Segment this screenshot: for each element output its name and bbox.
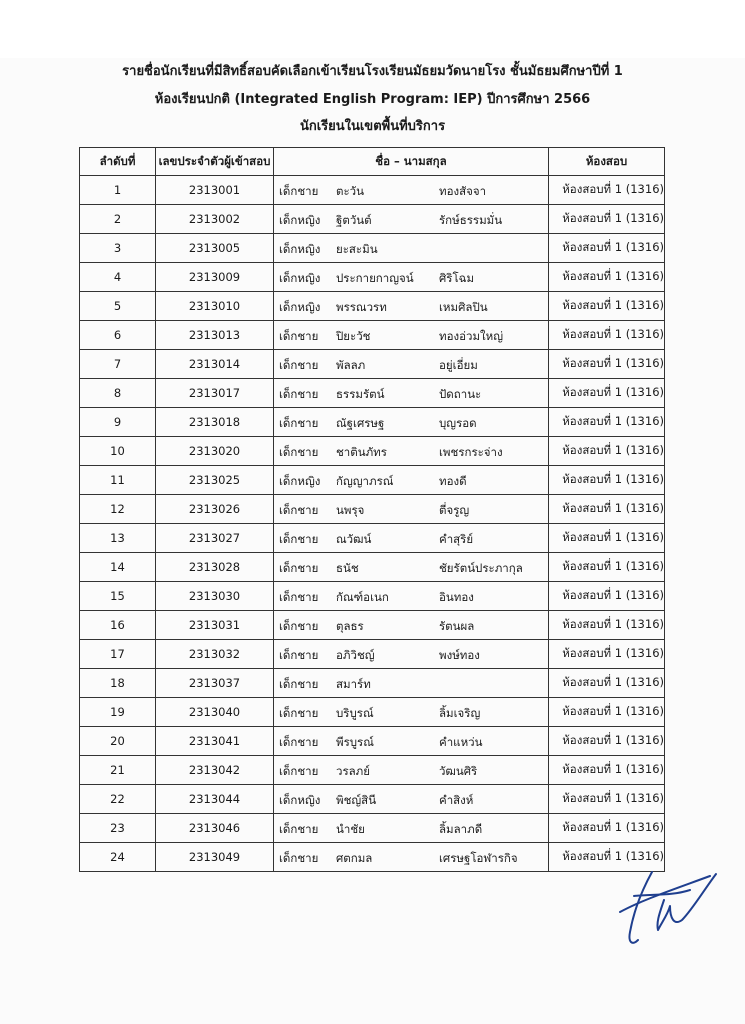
last-name: คำแหว่น [439, 735, 483, 749]
first-name: ยะสะมิน [336, 242, 378, 256]
first-name: ตะวัน [336, 184, 364, 198]
row-number: 19 [80, 698, 156, 727]
document-subtitle: ห้องเรียนปกติ (Integrated English Program: IEP) ปีการศึกษา 2566 [154, 92, 591, 107]
first-name: วรลภย์ [336, 764, 371, 778]
exam-room: ห้องสอบที่ 1 (1316) [549, 669, 665, 698]
student-name [274, 466, 549, 495]
exam-room: ห้องสอบที่ 1 (1316) [549, 350, 665, 379]
exam-room: ห้องสอบที่ 1 (1316) [549, 814, 665, 843]
exam-id: 2313014 [156, 350, 274, 379]
name-title: เด็กหญิง [279, 300, 321, 314]
student-name [274, 553, 549, 582]
exam-id: 2313010 [156, 292, 274, 321]
exam-id: 2313009 [156, 263, 274, 292]
exam-id: 2313020 [156, 437, 274, 466]
name-title: เด็กชาย [279, 532, 319, 546]
exam-id: 2313037 [156, 669, 274, 698]
exam-room: ห้องสอบที่ 1 (1316) [549, 727, 665, 756]
name-title: เด็กหญิง [279, 242, 321, 256]
exam-id: 2313002 [156, 205, 274, 234]
row-number: 5 [80, 292, 156, 321]
first-name: ตุลธร [336, 619, 364, 633]
table-row [80, 292, 665, 321]
exam-id: 2313026 [156, 495, 274, 524]
student-name [274, 350, 549, 379]
row-number: 9 [80, 408, 156, 437]
exam-room: ห้องสอบที่ 1 (1316) [549, 379, 665, 408]
name-title: เด็กชาย [279, 329, 319, 343]
table-row [80, 350, 665, 379]
student-name [274, 437, 549, 466]
name-title: เด็กหญิง [279, 793, 321, 807]
name-title: เด็กชาย [279, 358, 319, 372]
table-row [80, 640, 665, 669]
name-title: เด็กชาย [279, 503, 319, 517]
table-row [80, 263, 665, 292]
row-number: 13 [80, 524, 156, 553]
exam-room: ห้องสอบที่ 1 (1316) [549, 176, 665, 205]
student-name [274, 205, 549, 234]
last-name: รัตนผล [439, 619, 475, 633]
last-name: คำสุริย์ [439, 532, 474, 546]
name-title: เด็กหญิง [279, 213, 321, 227]
exam-room: ห้องสอบที่ 1 (1316) [549, 437, 665, 466]
first-name: พิชญ์สินี [336, 793, 377, 807]
exam-id: 2313042 [156, 756, 274, 785]
table-header-row [80, 148, 665, 176]
name-title: เด็กชาย [279, 416, 319, 430]
table-row [80, 611, 665, 640]
student-name [274, 843, 549, 872]
table-row [80, 524, 665, 553]
exam-room: ห้องสอบที่ 1 (1316) [549, 698, 665, 727]
exam-room: ห้องสอบที่ 1 (1316) [549, 756, 665, 785]
exam-id: 2313028 [156, 553, 274, 582]
row-number: 3 [80, 234, 156, 263]
exam-id: 2313005 [156, 234, 274, 263]
exam-room: ห้องสอบที่ 1 (1316) [549, 843, 665, 872]
table-row [80, 437, 665, 466]
table-row [80, 727, 665, 756]
exam-room: ห้องสอบที่ 1 (1316) [549, 524, 665, 553]
document-title: รายชื่อนักเรียนที่มีสิทธิ์สอบคัดเลือกเข้าเรียนโรงเรียนมัธยมวัดนายโรง ชั้นมัธยมศึกษาปีที่ 1 [122, 64, 623, 79]
exam-room: ห้องสอบที่ 1 (1316) [549, 785, 665, 814]
student-name [274, 756, 549, 785]
last-name: ลิ้มเจริญ [439, 706, 481, 720]
first-name: ชาตินภัทร [336, 445, 387, 459]
table-row [80, 582, 665, 611]
last-name: ชัยรัตน์ประภากุล [439, 561, 523, 575]
exam-id: 2313027 [156, 524, 274, 553]
row-number: 7 [80, 350, 156, 379]
row-number: 21 [80, 756, 156, 785]
row-number: 11 [80, 466, 156, 495]
exam-id: 2313049 [156, 843, 274, 872]
exam-room: ห้องสอบที่ 1 (1316) [549, 611, 665, 640]
exam-id: 2313017 [156, 379, 274, 408]
exam-room: ห้องสอบที่ 1 (1316) [549, 640, 665, 669]
col-header-no: ลำดับที่ [80, 148, 156, 176]
student-name [274, 234, 549, 263]
table-row [80, 205, 665, 234]
student-name [274, 640, 549, 669]
exam-id: 2313001 [156, 176, 274, 205]
last-name: บุญรอด [439, 416, 477, 430]
last-name: คำสิงห์ [439, 793, 474, 807]
signature-icon [612, 860, 722, 952]
table-row [80, 234, 665, 263]
first-name: พัลลภ [336, 358, 366, 372]
first-name: ธนัช [336, 561, 359, 575]
table-row [80, 466, 665, 495]
exam-room: ห้องสอบที่ 1 (1316) [549, 495, 665, 524]
last-name: พงษ์ทอง [439, 648, 480, 662]
exam-id: 2313040 [156, 698, 274, 727]
exam-id: 2313041 [156, 727, 274, 756]
row-number: 24 [80, 843, 156, 872]
student-name [274, 611, 549, 640]
table-row [80, 756, 665, 785]
last-name: ตี่จรูญ [439, 503, 470, 517]
exam-room: ห้องสอบที่ 1 (1316) [549, 263, 665, 292]
row-number: 1 [80, 176, 156, 205]
exam-room: ห้องสอบที่ 1 (1316) [549, 234, 665, 263]
first-name: กัญญาภรณ์ [336, 474, 394, 488]
student-name [274, 379, 549, 408]
last-name: เศรษฐโอฬารกิจ [439, 851, 518, 865]
last-name: อินทอง [439, 590, 474, 604]
student-name [274, 669, 549, 698]
name-title: เด็กชาย [279, 590, 319, 604]
row-number: 6 [80, 321, 156, 350]
row-number: 16 [80, 611, 156, 640]
name-title: เด็กชาย [279, 677, 319, 691]
row-number: 8 [80, 379, 156, 408]
table-row [80, 553, 665, 582]
row-number: 18 [80, 669, 156, 698]
student-name [274, 292, 549, 321]
student-name [274, 727, 549, 756]
row-number: 17 [80, 640, 156, 669]
student-name [274, 176, 549, 205]
table-row [80, 379, 665, 408]
exam-room: ห้องสอบที่ 1 (1316) [549, 582, 665, 611]
student-name [274, 524, 549, 553]
exam-id: 2313013 [156, 321, 274, 350]
row-number: 20 [80, 727, 156, 756]
student-name [274, 785, 549, 814]
name-title: เด็กชาย [279, 619, 319, 633]
first-name: ปิยะวัช [336, 329, 371, 343]
exam-id: 2313032 [156, 640, 274, 669]
exam-room: ห้องสอบที่ 1 (1316) [549, 205, 665, 234]
table-row [80, 321, 665, 350]
col-header-room: ห้องสอบ [549, 148, 665, 176]
first-name: นำชัย [336, 822, 365, 836]
student-roster-table [79, 147, 665, 872]
first-name: ประกายกาญจน์ [336, 271, 414, 285]
last-name: ปัดถานะ [439, 387, 482, 401]
name-title: เด็กหญิง [279, 271, 321, 285]
row-number: 22 [80, 785, 156, 814]
exam-room: ห้องสอบที่ 1 (1316) [549, 408, 665, 437]
table-row [80, 495, 665, 524]
first-name: นพรุจ [336, 503, 365, 517]
name-title: เด็กชาย [279, 561, 319, 575]
exam-id: 2313046 [156, 814, 274, 843]
table-row [80, 785, 665, 814]
exam-room: ห้องสอบที่ 1 (1316) [549, 292, 665, 321]
exam-room: ห้องสอบที่ 1 (1316) [549, 553, 665, 582]
first-name: พรรณวรท [336, 300, 387, 314]
name-title: เด็กชาย [279, 735, 319, 749]
exam-id: 2313025 [156, 466, 274, 495]
first-name: ณัฐเศรษฐ [336, 416, 385, 430]
first-name: สมาร์ท [336, 677, 371, 691]
exam-room: ห้องสอบที่ 1 (1316) [549, 466, 665, 495]
student-name [274, 814, 549, 843]
first-name: ฐิตวันต์ [336, 213, 372, 227]
exam-room: ห้องสอบที่ 1 (1316) [549, 321, 665, 350]
last-name: ทองอ่วมใหญ่ [439, 329, 504, 343]
student-name [274, 495, 549, 524]
col-header-exam-id: เลขประจำตัวผู้เข้าสอบ [156, 148, 274, 176]
row-number: 10 [80, 437, 156, 466]
first-name: ธรรมรัตน์ [336, 387, 385, 401]
name-title: เด็กชาย [279, 822, 319, 836]
last-name: ลิ้มลาภดี [439, 822, 483, 836]
row-number: 23 [80, 814, 156, 843]
table-row [80, 814, 665, 843]
name-title: เด็กชาย [279, 648, 319, 662]
table-row [80, 669, 665, 698]
last-name: เหมศิลปิน [439, 300, 488, 314]
exam-id: 2313044 [156, 785, 274, 814]
name-title: เด็กชาย [279, 706, 319, 720]
table-row [80, 698, 665, 727]
name-title: เด็กชาย [279, 387, 319, 401]
student-name [274, 321, 549, 350]
first-name: ศตกมล [336, 851, 373, 865]
first-name: บริบูรณ์ [336, 706, 374, 720]
first-name: พีรบูรณ์ [336, 735, 374, 749]
name-title: เด็กหญิง [279, 474, 321, 488]
table-row [80, 408, 665, 437]
name-title: เด็กชาย [279, 764, 319, 778]
row-number: 4 [80, 263, 156, 292]
last-name: ทองสัจจา [439, 184, 487, 198]
exam-id: 2313031 [156, 611, 274, 640]
table-row [80, 176, 665, 205]
student-name [274, 582, 549, 611]
name-title: เด็กชาย [279, 445, 319, 459]
name-title: เด็กชาย [279, 184, 319, 198]
col-header-name: ชื่อ – นามสกุล [274, 148, 549, 176]
student-name [274, 408, 549, 437]
row-number: 12 [80, 495, 156, 524]
first-name: ณวัฒน์ [336, 532, 372, 546]
scan-top-margin [0, 0, 745, 58]
first-name: อภิวิชญ์ [336, 648, 375, 662]
row-number: 14 [80, 553, 156, 582]
student-name [274, 698, 549, 727]
row-number: 2 [80, 205, 156, 234]
document-group-label: นักเรียนในเขตพื้นที่บริการ [299, 119, 446, 134]
roster-body [80, 176, 665, 872]
last-name: อยู่เอี่ยม [439, 358, 478, 372]
row-number: 15 [80, 582, 156, 611]
last-name: วัฒนศิริ [439, 764, 478, 778]
last-name: ทองดี [439, 474, 467, 488]
table-row [80, 843, 665, 872]
last-name: เพชรกระจ่าง [439, 445, 503, 459]
last-name: ศิริโฉม [439, 271, 475, 285]
student-name [274, 263, 549, 292]
last-name: รักษ์ธรรมมั่น [439, 213, 503, 227]
first-name: กัณฑ์อเนก [336, 590, 389, 604]
exam-id: 2313018 [156, 408, 274, 437]
name-title: เด็กชาย [279, 851, 319, 865]
exam-id: 2313030 [156, 582, 274, 611]
